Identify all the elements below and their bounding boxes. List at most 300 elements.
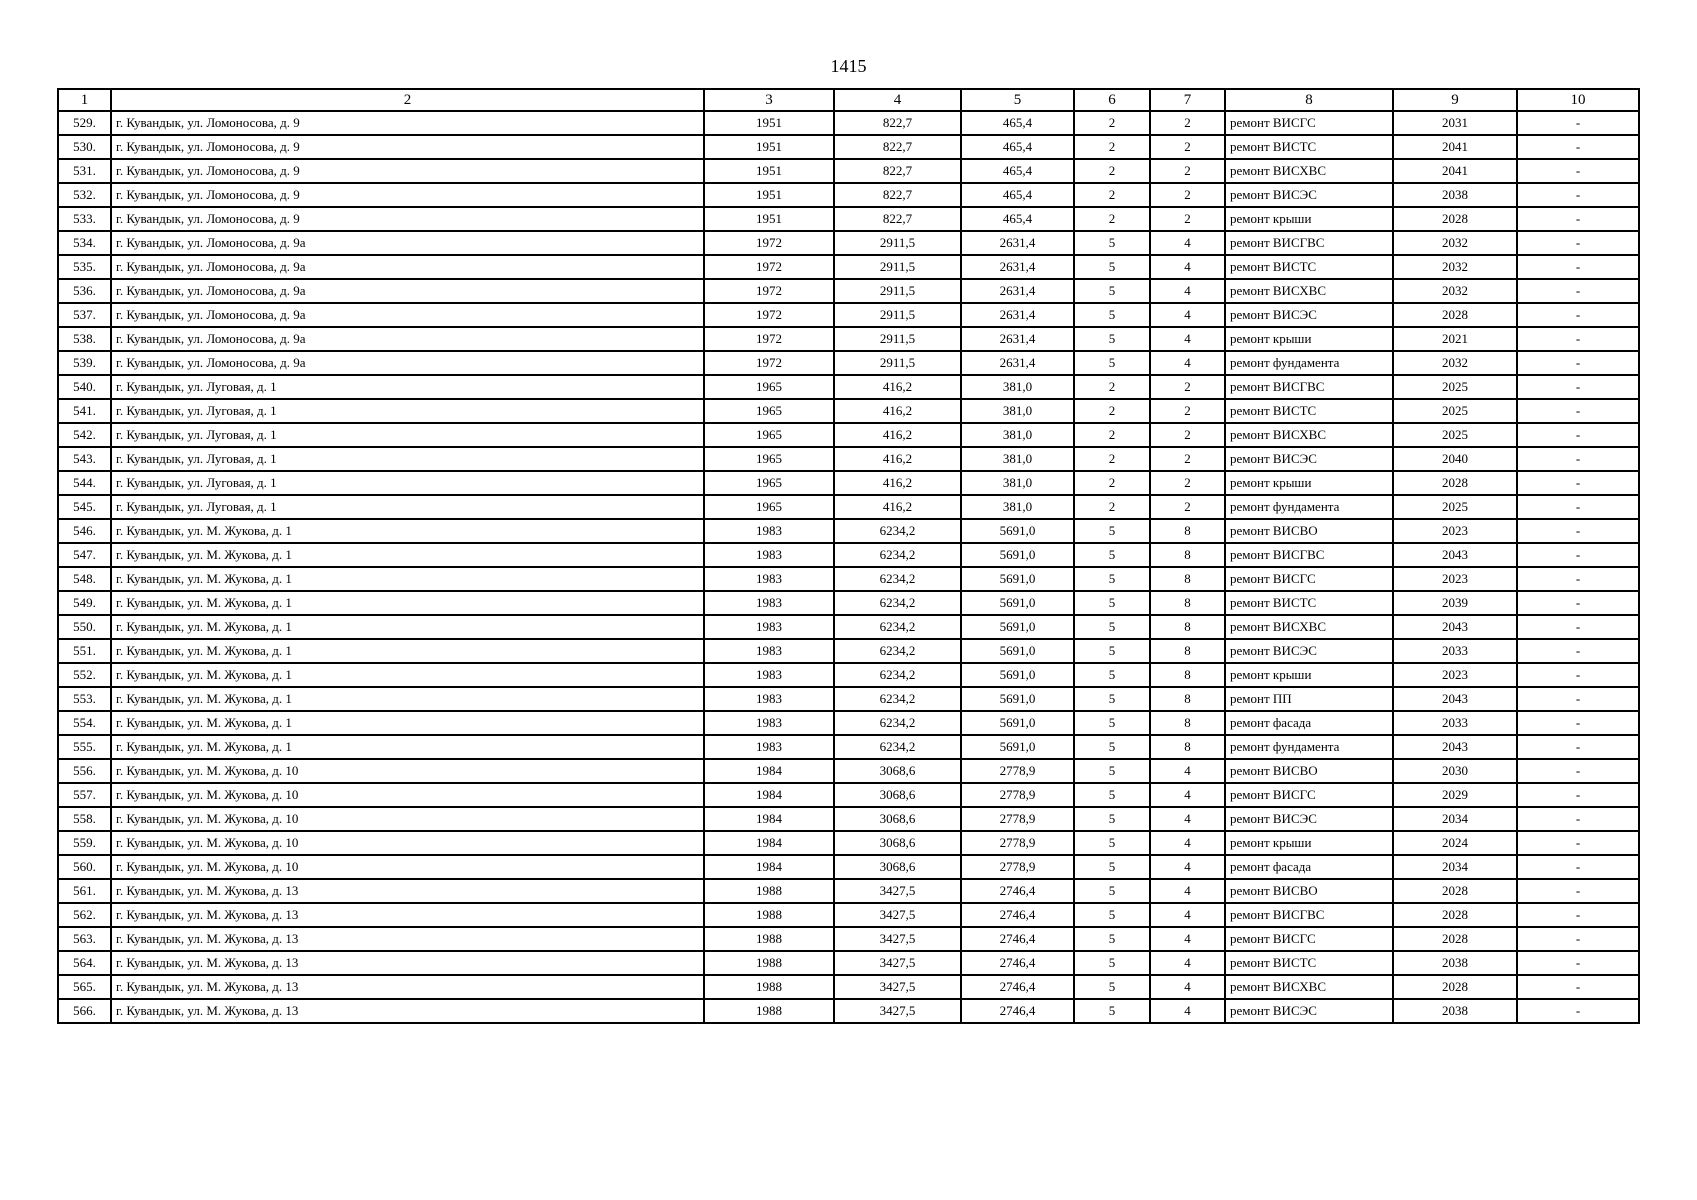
cell-year-built: 1983 xyxy=(704,663,834,687)
cell-entrances: 2 xyxy=(1150,399,1225,423)
cell-floors: 5 xyxy=(1074,639,1150,663)
cell-address: г. Кувандык, ул. М. Жукова, д. 10 xyxy=(111,831,704,855)
cell-year-built: 1972 xyxy=(704,279,834,303)
table-row xyxy=(58,735,1639,759)
cell-planned-year: 2028 xyxy=(1393,471,1517,495)
cell-total-area: 416,2 xyxy=(834,399,961,423)
cell-address: г. Кувандык, ул. М. Жукова, д. 10 xyxy=(111,783,704,807)
cell-floors: 5 xyxy=(1074,903,1150,927)
register-table xyxy=(57,88,1640,1024)
cell-floors: 5 xyxy=(1074,759,1150,783)
cell-year-built: 1972 xyxy=(704,327,834,351)
table-row xyxy=(58,303,1639,327)
cell-planned-year: 2028 xyxy=(1393,927,1517,951)
column-header-2: 2 xyxy=(111,89,704,111)
cell-entrances: 8 xyxy=(1150,615,1225,639)
cell-total-area: 416,2 xyxy=(834,471,961,495)
cell-work-type: ремонт фундамента xyxy=(1225,735,1393,759)
cell-floors: 5 xyxy=(1074,687,1150,711)
cell-entrances: 2 xyxy=(1150,447,1225,471)
cell-row-number: 555. xyxy=(58,735,111,759)
cell-year-built: 1951 xyxy=(704,111,834,135)
cell-address: г. Кувандык, ул. М. Жукова, д. 1 xyxy=(111,567,704,591)
cell-living-area: 2778,9 xyxy=(961,783,1074,807)
cell-work-type: ремонт ВИСХВС xyxy=(1225,279,1393,303)
column-header-6: 6 xyxy=(1074,89,1150,111)
cell-work-type: ремонт ВИСЭС xyxy=(1225,639,1393,663)
table-row xyxy=(58,111,1639,135)
cell-total-area: 2911,5 xyxy=(834,231,961,255)
cell-living-area: 381,0 xyxy=(961,423,1074,447)
cell-row-number: 554. xyxy=(58,711,111,735)
cell-note: - xyxy=(1517,279,1639,303)
cell-work-type: ремонт ВИСХВС xyxy=(1225,975,1393,999)
table-row xyxy=(58,567,1639,591)
cell-row-number: 544. xyxy=(58,471,111,495)
table-row xyxy=(58,375,1639,399)
cell-living-area: 5691,0 xyxy=(961,687,1074,711)
cell-row-number: 547. xyxy=(58,543,111,567)
cell-planned-year: 2038 xyxy=(1393,183,1517,207)
cell-living-area: 5691,0 xyxy=(961,711,1074,735)
table-row xyxy=(58,783,1639,807)
cell-entrances: 8 xyxy=(1150,543,1225,567)
cell-total-area: 822,7 xyxy=(834,159,961,183)
cell-living-area: 5691,0 xyxy=(961,663,1074,687)
cell-note: - xyxy=(1517,375,1639,399)
column-header-7: 7 xyxy=(1150,89,1225,111)
cell-work-type: ремонт ВИСЭС xyxy=(1225,183,1393,207)
cell-floors: 5 xyxy=(1074,927,1150,951)
cell-address: г. Кувандык, ул. М. Жукова, д. 10 xyxy=(111,855,704,879)
cell-total-area: 822,7 xyxy=(834,111,961,135)
cell-total-area: 416,2 xyxy=(834,495,961,519)
cell-address: г. Кувандык, ул. Ломоносова, д. 9а xyxy=(111,327,704,351)
cell-living-area: 2746,4 xyxy=(961,903,1074,927)
cell-row-number: 551. xyxy=(58,639,111,663)
cell-work-type: ремонт ВИСГВС xyxy=(1225,375,1393,399)
cell-work-type: ремонт ВИСЭС xyxy=(1225,447,1393,471)
cell-entrances: 4 xyxy=(1150,231,1225,255)
cell-work-type: ремонт ВИСГС xyxy=(1225,111,1393,135)
cell-note: - xyxy=(1517,543,1639,567)
cell-floors: 5 xyxy=(1074,855,1150,879)
cell-floors: 5 xyxy=(1074,615,1150,639)
cell-note: - xyxy=(1517,495,1639,519)
cell-row-number: 553. xyxy=(58,687,111,711)
table-row xyxy=(58,711,1639,735)
cell-address: г. Кувандык, ул. М. Жукова, д. 13 xyxy=(111,975,704,999)
cell-floors: 5 xyxy=(1074,591,1150,615)
cell-living-area: 2746,4 xyxy=(961,975,1074,999)
cell-row-number: 533. xyxy=(58,207,111,231)
cell-row-number: 556. xyxy=(58,759,111,783)
cell-year-built: 1951 xyxy=(704,135,834,159)
cell-work-type: ремонт ВИСГВС xyxy=(1225,903,1393,927)
cell-living-area: 2631,4 xyxy=(961,279,1074,303)
column-header-1: 1 xyxy=(58,89,111,111)
cell-address: г. Кувандык, ул. Луговая, д. 1 xyxy=(111,423,704,447)
cell-row-number: 541. xyxy=(58,399,111,423)
cell-total-area: 6234,2 xyxy=(834,663,961,687)
cell-year-built: 1965 xyxy=(704,471,834,495)
cell-note: - xyxy=(1517,351,1639,375)
cell-row-number: 539. xyxy=(58,351,111,375)
cell-floors: 2 xyxy=(1074,399,1150,423)
cell-living-area: 2631,4 xyxy=(961,327,1074,351)
cell-floors: 5 xyxy=(1074,711,1150,735)
table-row xyxy=(58,183,1639,207)
cell-floors: 5 xyxy=(1074,831,1150,855)
cell-total-area: 6234,2 xyxy=(834,543,961,567)
cell-row-number: 564. xyxy=(58,951,111,975)
cell-planned-year: 2041 xyxy=(1393,159,1517,183)
cell-note: - xyxy=(1517,975,1639,999)
cell-work-type: ремонт фасада xyxy=(1225,711,1393,735)
cell-note: - xyxy=(1517,807,1639,831)
table-row xyxy=(58,687,1639,711)
cell-floors: 2 xyxy=(1074,423,1150,447)
cell-note: - xyxy=(1517,135,1639,159)
cell-entrances: 2 xyxy=(1150,423,1225,447)
cell-note: - xyxy=(1517,927,1639,951)
cell-total-area: 6234,2 xyxy=(834,735,961,759)
cell-living-area: 381,0 xyxy=(961,399,1074,423)
cell-year-built: 1988 xyxy=(704,903,834,927)
cell-note: - xyxy=(1517,591,1639,615)
cell-address: г. Кувандык, ул. Ломоносова, д. 9 xyxy=(111,111,704,135)
cell-total-area: 3427,5 xyxy=(834,975,961,999)
cell-address: г. Кувандык, ул. Луговая, д. 1 xyxy=(111,447,704,471)
cell-note: - xyxy=(1517,879,1639,903)
cell-total-area: 6234,2 xyxy=(834,615,961,639)
cell-row-number: 565. xyxy=(58,975,111,999)
cell-work-type: ремонт крыши xyxy=(1225,663,1393,687)
cell-year-built: 1983 xyxy=(704,687,834,711)
column-header-4: 4 xyxy=(834,89,961,111)
cell-row-number: 532. xyxy=(58,183,111,207)
cell-entrances: 4 xyxy=(1150,903,1225,927)
cell-work-type: ремонт фундамента xyxy=(1225,495,1393,519)
table-row xyxy=(58,999,1639,1023)
cell-note: - xyxy=(1517,999,1639,1023)
table-row xyxy=(58,975,1639,999)
cell-total-area: 6234,2 xyxy=(834,567,961,591)
cell-note: - xyxy=(1517,711,1639,735)
cell-planned-year: 2025 xyxy=(1393,495,1517,519)
cell-year-built: 1965 xyxy=(704,399,834,423)
cell-entrances: 8 xyxy=(1150,591,1225,615)
table-row xyxy=(58,159,1639,183)
cell-address: г. Кувандык, ул. М. Жукова, д. 13 xyxy=(111,927,704,951)
cell-planned-year: 2039 xyxy=(1393,591,1517,615)
table-row xyxy=(58,423,1639,447)
cell-note: - xyxy=(1517,231,1639,255)
cell-note: - xyxy=(1517,831,1639,855)
cell-year-built: 1988 xyxy=(704,999,834,1023)
cell-living-area: 2631,4 xyxy=(961,303,1074,327)
cell-row-number: 550. xyxy=(58,615,111,639)
cell-planned-year: 2028 xyxy=(1393,879,1517,903)
cell-address: г. Кувандык, ул. М. Жукова, д. 1 xyxy=(111,519,704,543)
cell-planned-year: 2031 xyxy=(1393,111,1517,135)
table-row xyxy=(58,399,1639,423)
cell-address: г. Кувандык, ул. Луговая, д. 1 xyxy=(111,375,704,399)
cell-floors: 5 xyxy=(1074,975,1150,999)
column-header-10: 10 xyxy=(1517,89,1639,111)
cell-living-area: 381,0 xyxy=(961,495,1074,519)
cell-year-built: 1972 xyxy=(704,303,834,327)
cell-floors: 2 xyxy=(1074,135,1150,159)
cell-planned-year: 2028 xyxy=(1393,303,1517,327)
cell-note: - xyxy=(1517,663,1639,687)
cell-entrances: 4 xyxy=(1150,807,1225,831)
cell-row-number: 557. xyxy=(58,783,111,807)
table-row xyxy=(58,279,1639,303)
cell-living-area: 381,0 xyxy=(961,471,1074,495)
cell-work-type: ремонт ВИСЭС xyxy=(1225,303,1393,327)
cell-total-area: 822,7 xyxy=(834,207,961,231)
cell-work-type: ремонт фундамента xyxy=(1225,351,1393,375)
cell-year-built: 1988 xyxy=(704,951,834,975)
cell-living-area: 5691,0 xyxy=(961,639,1074,663)
cell-address: г. Кувандык, ул. М. Жукова, д. 13 xyxy=(111,903,704,927)
cell-address: г. Кувандык, ул. Ломоносова, д. 9а xyxy=(111,303,704,327)
cell-total-area: 3068,6 xyxy=(834,807,961,831)
cell-total-area: 3427,5 xyxy=(834,927,961,951)
cell-year-built: 1988 xyxy=(704,879,834,903)
cell-planned-year: 2030 xyxy=(1393,759,1517,783)
cell-living-area: 465,4 xyxy=(961,207,1074,231)
cell-work-type: ремонт ВИСГВС xyxy=(1225,543,1393,567)
cell-address: г. Кувандык, ул. Ломоносова, д. 9а xyxy=(111,231,704,255)
cell-year-built: 1965 xyxy=(704,495,834,519)
cell-work-type: ремонт крыши xyxy=(1225,471,1393,495)
cell-living-area: 465,4 xyxy=(961,111,1074,135)
cell-planned-year: 2023 xyxy=(1393,567,1517,591)
cell-note: - xyxy=(1517,327,1639,351)
cell-entrances: 4 xyxy=(1150,351,1225,375)
cell-total-area: 6234,2 xyxy=(834,711,961,735)
cell-row-number: 546. xyxy=(58,519,111,543)
cell-total-area: 2911,5 xyxy=(834,279,961,303)
cell-row-number: 563. xyxy=(58,927,111,951)
cell-floors: 2 xyxy=(1074,159,1150,183)
cell-total-area: 3427,5 xyxy=(834,951,961,975)
cell-floors: 5 xyxy=(1074,735,1150,759)
cell-entrances: 2 xyxy=(1150,159,1225,183)
table-row xyxy=(58,255,1639,279)
cell-work-type: ремонт ВИСВО xyxy=(1225,879,1393,903)
cell-living-area: 2778,9 xyxy=(961,855,1074,879)
cell-row-number: 534. xyxy=(58,231,111,255)
cell-floors: 2 xyxy=(1074,111,1150,135)
cell-work-type: ремонт фасада xyxy=(1225,855,1393,879)
cell-address: г. Кувандык, ул. Луговая, д. 1 xyxy=(111,399,704,423)
cell-planned-year: 2043 xyxy=(1393,735,1517,759)
cell-entrances: 4 xyxy=(1150,999,1225,1023)
cell-address: г. Кувандык, ул. Луговая, д. 1 xyxy=(111,495,704,519)
cell-work-type: ремонт ВИСВО xyxy=(1225,519,1393,543)
table-row xyxy=(58,447,1639,471)
cell-entrances: 4 xyxy=(1150,759,1225,783)
cell-total-area: 3427,5 xyxy=(834,879,961,903)
table-row xyxy=(58,231,1639,255)
cell-living-area: 5691,0 xyxy=(961,591,1074,615)
cell-entrances: 4 xyxy=(1150,951,1225,975)
cell-entrances: 4 xyxy=(1150,783,1225,807)
cell-entrances: 4 xyxy=(1150,855,1225,879)
cell-living-area: 2631,4 xyxy=(961,231,1074,255)
table-row xyxy=(58,207,1639,231)
cell-note: - xyxy=(1517,159,1639,183)
table-row xyxy=(58,759,1639,783)
cell-living-area: 465,4 xyxy=(961,183,1074,207)
cell-address: г. Кувандык, ул. М. Жукова, д. 10 xyxy=(111,807,704,831)
cell-note: - xyxy=(1517,423,1639,447)
cell-floors: 5 xyxy=(1074,327,1150,351)
cell-year-built: 1983 xyxy=(704,711,834,735)
table-row xyxy=(58,807,1639,831)
cell-entrances: 8 xyxy=(1150,687,1225,711)
cell-floors: 2 xyxy=(1074,471,1150,495)
cell-total-area: 416,2 xyxy=(834,447,961,471)
cell-year-built: 1951 xyxy=(704,159,834,183)
cell-total-area: 416,2 xyxy=(834,375,961,399)
cell-address: г. Кувандык, ул. М. Жукова, д. 1 xyxy=(111,711,704,735)
cell-row-number: 548. xyxy=(58,567,111,591)
cell-address: г. Кувандык, ул. М. Жукова, д. 13 xyxy=(111,999,704,1023)
cell-row-number: 542. xyxy=(58,423,111,447)
cell-total-area: 2911,5 xyxy=(834,351,961,375)
cell-entrances: 8 xyxy=(1150,567,1225,591)
cell-entrances: 4 xyxy=(1150,879,1225,903)
cell-living-area: 5691,0 xyxy=(961,519,1074,543)
cell-work-type: ремонт ВИСТС xyxy=(1225,255,1393,279)
cell-entrances: 2 xyxy=(1150,375,1225,399)
cell-entrances: 4 xyxy=(1150,279,1225,303)
cell-year-built: 1984 xyxy=(704,855,834,879)
cell-total-area: 3068,6 xyxy=(834,855,961,879)
cell-address: г. Кувандык, ул. Луговая, д. 1 xyxy=(111,471,704,495)
table-row xyxy=(58,351,1639,375)
cell-total-area: 6234,2 xyxy=(834,687,961,711)
cell-entrances: 8 xyxy=(1150,735,1225,759)
cell-entrances: 4 xyxy=(1150,327,1225,351)
cell-row-number: 536. xyxy=(58,279,111,303)
cell-entrances: 2 xyxy=(1150,207,1225,231)
cell-row-number: 531. xyxy=(58,159,111,183)
cell-living-area: 381,0 xyxy=(961,375,1074,399)
cell-planned-year: 2032 xyxy=(1393,231,1517,255)
cell-note: - xyxy=(1517,519,1639,543)
cell-row-number: 540. xyxy=(58,375,111,399)
cell-entrances: 2 xyxy=(1150,111,1225,135)
cell-floors: 5 xyxy=(1074,519,1150,543)
cell-total-area: 2911,5 xyxy=(834,327,961,351)
cell-year-built: 1988 xyxy=(704,975,834,999)
cell-year-built: 1965 xyxy=(704,375,834,399)
cell-floors: 5 xyxy=(1074,279,1150,303)
cell-work-type: ремонт ВИСГС xyxy=(1225,783,1393,807)
cell-work-type: ремонт крыши xyxy=(1225,327,1393,351)
cell-floors: 2 xyxy=(1074,447,1150,471)
cell-row-number: 530. xyxy=(58,135,111,159)
cell-row-number: 538. xyxy=(58,327,111,351)
cell-year-built: 1983 xyxy=(704,615,834,639)
cell-address: г. Кувандык, ул. Ломоносова, д. 9 xyxy=(111,183,704,207)
cell-planned-year: 2032 xyxy=(1393,279,1517,303)
cell-year-built: 1951 xyxy=(704,183,834,207)
cell-year-built: 1984 xyxy=(704,807,834,831)
cell-planned-year: 2023 xyxy=(1393,519,1517,543)
cell-planned-year: 2043 xyxy=(1393,615,1517,639)
table-row xyxy=(58,519,1639,543)
cell-year-built: 1972 xyxy=(704,351,834,375)
cell-floors: 2 xyxy=(1074,375,1150,399)
cell-note: - xyxy=(1517,687,1639,711)
table-row xyxy=(58,543,1639,567)
cell-total-area: 6234,2 xyxy=(834,591,961,615)
table-row xyxy=(58,327,1639,351)
cell-total-area: 3068,6 xyxy=(834,759,961,783)
cell-row-number: 552. xyxy=(58,663,111,687)
cell-work-type: ремонт ВИСТС xyxy=(1225,135,1393,159)
cell-note: - xyxy=(1517,447,1639,471)
table-row xyxy=(58,639,1639,663)
cell-row-number: 537. xyxy=(58,303,111,327)
cell-address: г. Кувандык, ул. М. Жукова, д. 13 xyxy=(111,879,704,903)
cell-floors: 5 xyxy=(1074,663,1150,687)
cell-total-area: 822,7 xyxy=(834,135,961,159)
cell-living-area: 5691,0 xyxy=(961,735,1074,759)
table-row xyxy=(58,615,1639,639)
cell-living-area: 2746,4 xyxy=(961,951,1074,975)
cell-address: г. Кувандык, ул. М. Жукова, д. 1 xyxy=(111,591,704,615)
cell-living-area: 2778,9 xyxy=(961,759,1074,783)
cell-planned-year: 2043 xyxy=(1393,687,1517,711)
cell-note: - xyxy=(1517,399,1639,423)
table-row xyxy=(58,591,1639,615)
cell-planned-year: 2032 xyxy=(1393,351,1517,375)
cell-work-type: ремонт ВИСТС xyxy=(1225,591,1393,615)
table-row xyxy=(58,831,1639,855)
cell-living-area: 5691,0 xyxy=(961,543,1074,567)
cell-planned-year: 2025 xyxy=(1393,375,1517,399)
cell-row-number: 562. xyxy=(58,903,111,927)
cell-address: г. Кувандык, ул. Ломоносова, д. 9а xyxy=(111,279,704,303)
column-header-9: 9 xyxy=(1393,89,1517,111)
cell-note: - xyxy=(1517,255,1639,279)
cell-note: - xyxy=(1517,111,1639,135)
cell-planned-year: 2029 xyxy=(1393,783,1517,807)
cell-work-type: ремонт ПП xyxy=(1225,687,1393,711)
cell-year-built: 1983 xyxy=(704,735,834,759)
cell-floors: 2 xyxy=(1074,495,1150,519)
cell-total-area: 3068,6 xyxy=(834,831,961,855)
cell-entrances: 2 xyxy=(1150,471,1225,495)
cell-year-built: 1983 xyxy=(704,591,834,615)
table-row xyxy=(58,495,1639,519)
cell-work-type: ремонт ВИСХВС xyxy=(1225,159,1393,183)
cell-living-area: 381,0 xyxy=(961,447,1074,471)
cell-work-type: ремонт крыши xyxy=(1225,207,1393,231)
cell-planned-year: 2043 xyxy=(1393,543,1517,567)
table-row xyxy=(58,927,1639,951)
cell-planned-year: 2024 xyxy=(1393,831,1517,855)
page-number: 1415 xyxy=(830,56,867,76)
cell-note: - xyxy=(1517,783,1639,807)
